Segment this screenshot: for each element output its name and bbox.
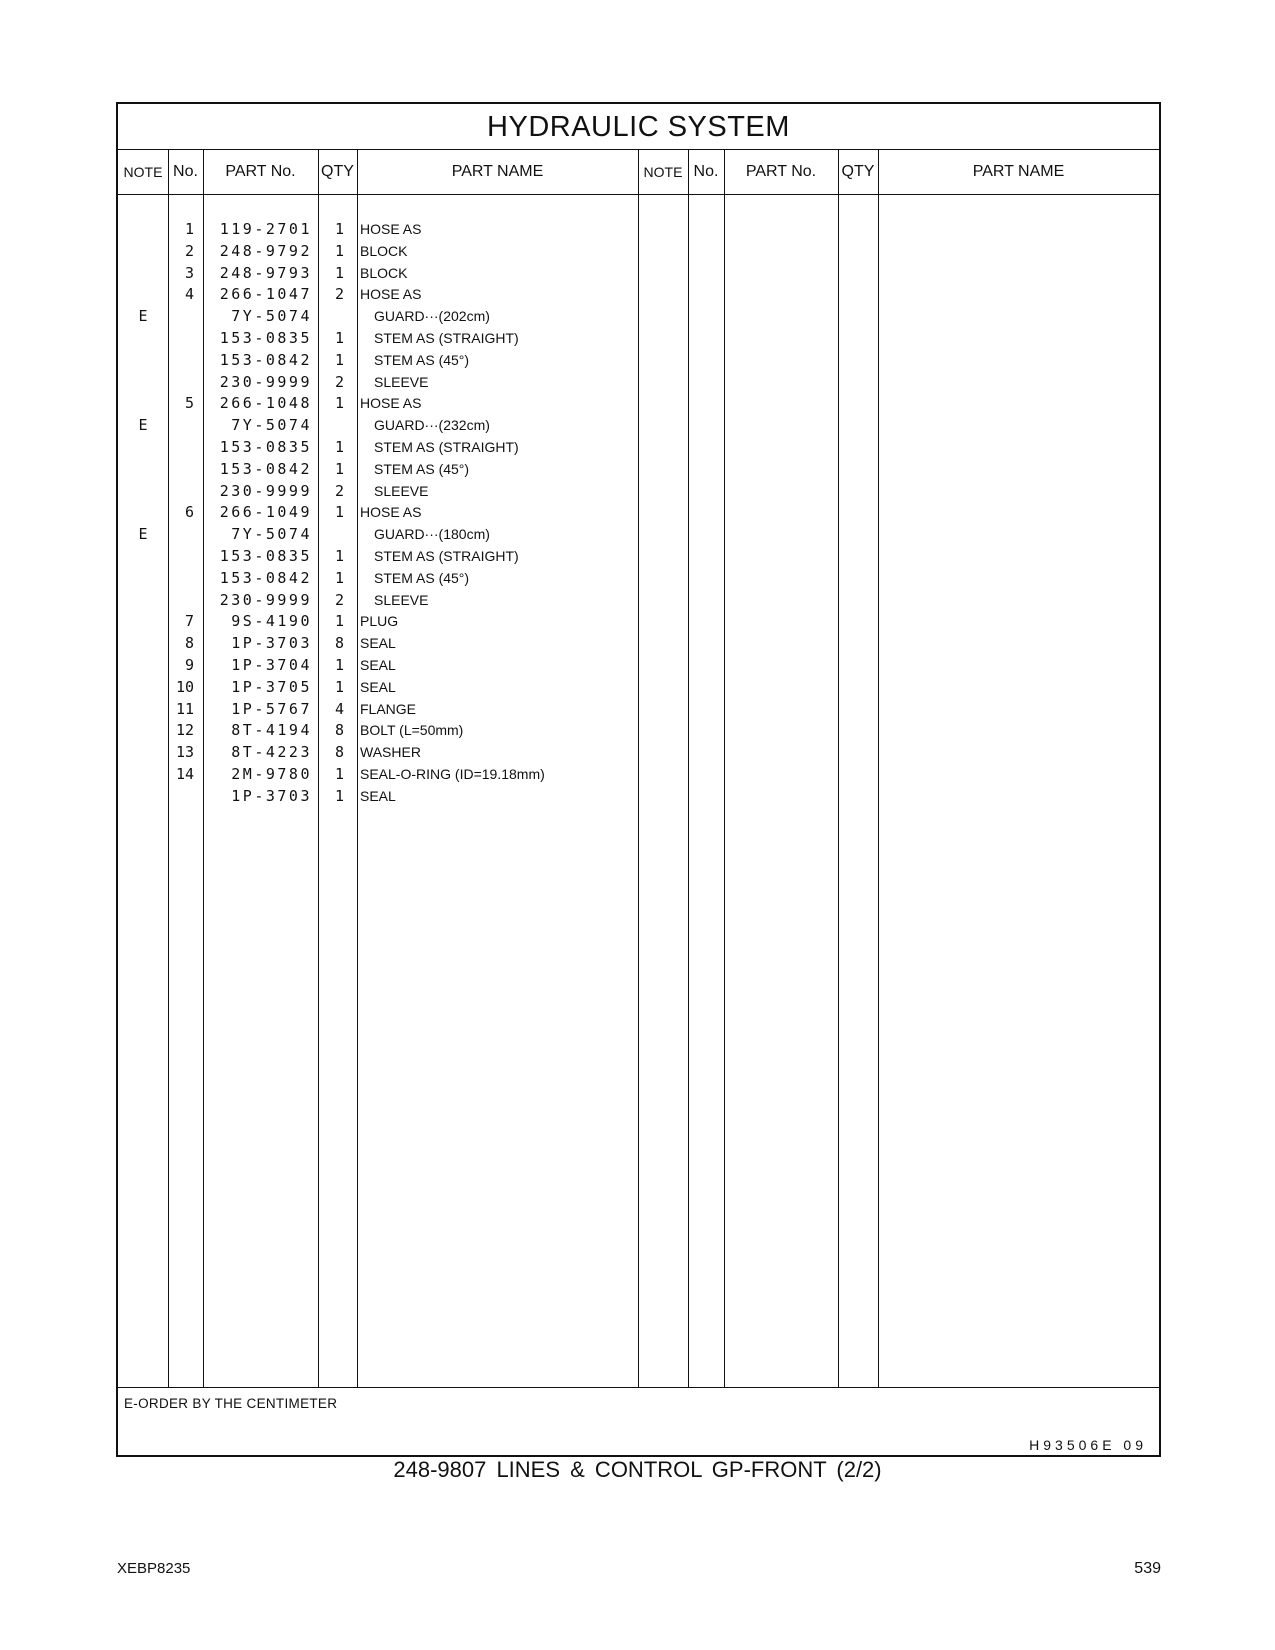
row-quantity: 1 <box>334 437 344 456</box>
row-part-number: 7Y-5074 <box>231 416 312 435</box>
row-part-number: 1P-3703 <box>231 634 312 653</box>
row-quantity: 1 <box>334 220 344 238</box>
row-part-number: 8T-4223 <box>231 743 312 762</box>
row-item-number <box>168 372 194 394</box>
row-note: E <box>138 525 148 544</box>
row-part-name: GUARD···(180cm) <box>374 526 490 543</box>
row-part-name: GUARD···(232cm) <box>374 417 490 434</box>
row-part-number: 1P-3703 <box>231 786 312 805</box>
row-item-number: 1 <box>184 220 194 238</box>
row-item-number: 12 <box>175 721 194 740</box>
row-note <box>118 328 168 350</box>
row-quantity <box>318 306 344 328</box>
header-no-left: No. <box>168 150 203 195</box>
row-part-name: SEAL <box>360 678 396 695</box>
row-quantity: 1 <box>334 568 344 587</box>
row-note <box>118 437 168 459</box>
row-item-number <box>168 786 194 808</box>
row-item-number: 7 <box>184 612 194 631</box>
row-part-name: STEM AS (45°) <box>374 569 470 586</box>
row-part-number: 153-0842 <box>219 350 312 369</box>
row-quantity: 1 <box>334 655 344 674</box>
row-note <box>118 502 168 524</box>
row-item-number: 11 <box>175 699 194 718</box>
row-quantity: 1 <box>334 786 344 805</box>
row-part-name: HOSE AS <box>360 395 422 412</box>
row-item-number <box>168 546 194 568</box>
row-quantity: 4 <box>334 699 344 718</box>
row-part-number: 1P-3705 <box>231 677 312 696</box>
row-note <box>118 481 168 503</box>
row-quantity: 8 <box>334 721 344 740</box>
row-part-name: BLOCK <box>360 242 408 259</box>
row-part-number: 9S-4190 <box>231 612 312 631</box>
row-note <box>118 764 168 786</box>
row-item-number <box>168 328 194 350</box>
row-part-number: 119-2701 <box>219 220 312 238</box>
row-item-number: 2 <box>184 241 194 260</box>
row-item-number <box>168 590 194 612</box>
row-note <box>118 241 168 263</box>
quantity-column <box>318 219 344 808</box>
row-item-number <box>168 306 194 328</box>
row-part-name: STEM AS (STRAIGHT) <box>374 547 519 564</box>
row-quantity: 1 <box>334 459 344 478</box>
column-divider <box>724 150 725 1387</box>
row-part-number: 266-1049 <box>219 503 312 522</box>
row-note <box>118 786 168 808</box>
row-note <box>118 568 168 590</box>
row-item-number <box>168 459 194 481</box>
row-item-number: 5 <box>184 394 194 413</box>
row-item-number <box>168 568 194 590</box>
row-note <box>118 372 168 394</box>
row-quantity: 1 <box>334 503 344 522</box>
row-item-number <box>168 524 194 546</box>
row-quantity: 2 <box>334 372 344 391</box>
row-part-number: 248-9792 <box>219 241 312 260</box>
row-part-number: 1P-5767 <box>231 699 312 718</box>
row-note: E <box>138 307 148 326</box>
row-note <box>118 263 168 285</box>
footnote: E-ORDER BY THE CENTIMETER <box>124 1396 338 1411</box>
row-part-name: SLEEVE <box>374 373 429 390</box>
row-item-number: 9 <box>184 655 194 674</box>
row-note <box>118 720 168 742</box>
page-number: 539 <box>1134 1560 1161 1577</box>
row-part-name: PLUG <box>360 613 399 630</box>
row-part-name: HOSE AS <box>360 286 422 303</box>
row-part-number: 266-1047 <box>219 285 312 304</box>
row-part-number: 230-9999 <box>219 481 312 500</box>
part-number-column <box>204 219 312 808</box>
row-item-number: 14 <box>175 764 194 783</box>
column-divider <box>357 150 358 1387</box>
row-part-number: 8T-4194 <box>231 721 312 740</box>
row-part-name: HOSE AS <box>360 504 422 521</box>
header-part-name-right: PART NAME <box>878 150 1159 195</box>
row-item-number: 6 <box>184 503 194 522</box>
row-note <box>118 677 168 699</box>
section-title: HYDRAULIC SYSTEM <box>118 104 1159 150</box>
row-note <box>118 742 168 764</box>
row-note <box>118 546 168 568</box>
header-no-right: No. <box>688 150 724 195</box>
row-item-number: 13 <box>175 743 194 762</box>
row-quantity: 1 <box>334 394 344 413</box>
row-quantity: 8 <box>334 743 344 762</box>
row-part-name: SEAL-O-RING (ID=19.18mm) <box>360 765 545 782</box>
parts-table-frame <box>116 102 1161 1457</box>
row-note <box>118 284 168 306</box>
row-part-number: 153-0835 <box>219 437 312 456</box>
group-caption: 248-9807 LINES & CONTROL GP-FRONT (2/2) <box>393 1457 882 1482</box>
header-part-no-left: PART No. <box>203 150 318 195</box>
row-note <box>118 590 168 612</box>
row-part-name: STEM AS (45°) <box>374 351 470 368</box>
row-note: E <box>138 416 148 435</box>
row-note <box>118 219 168 241</box>
row-quantity <box>318 415 344 437</box>
column-divider <box>878 150 879 1387</box>
row-quantity: 1 <box>334 241 344 260</box>
header-part-name-left: PART NAME <box>357 150 638 195</box>
row-part-number: 266-1048 <box>219 394 312 413</box>
row-part-number: 1P-3704 <box>231 655 312 674</box>
row-note <box>118 393 168 415</box>
row-part-name: STEM AS (STRAIGHT) <box>374 329 519 346</box>
row-quantity: 8 <box>334 634 344 653</box>
publication-number: XEBP8235 <box>117 1560 191 1577</box>
row-part-number: 153-0835 <box>219 546 312 565</box>
row-part-number: 153-0835 <box>219 328 312 347</box>
row-quantity: 2 <box>334 285 344 304</box>
row-note <box>118 655 168 677</box>
row-quantity: 1 <box>334 263 344 282</box>
row-item-number <box>168 415 194 437</box>
row-item-number: 10 <box>175 677 194 696</box>
row-item-number <box>168 481 194 503</box>
row-part-number: 230-9999 <box>219 372 312 391</box>
header-note-right: NOTE <box>638 150 688 195</box>
row-part-name: FLANGE <box>360 700 417 717</box>
row-note <box>118 633 168 655</box>
row-quantity: 1 <box>334 350 344 369</box>
row-part-name: SLEEVE <box>374 482 429 499</box>
row-part-name: BOLT (L=50mm) <box>360 722 464 739</box>
row-item-number <box>168 350 194 372</box>
row-part-name: STEM AS (STRAIGHT) <box>374 438 519 455</box>
header-qty-right: QTY <box>838 150 878 195</box>
header-note-left: NOTE <box>118 150 168 195</box>
row-item-number: 8 <box>184 634 194 653</box>
row-part-name: SEAL <box>360 656 396 673</box>
row-part-name: SEAL <box>360 787 396 804</box>
row-part-name: HOSE AS <box>360 221 422 237</box>
row-part-number: 153-0842 <box>219 568 312 587</box>
row-part-name: BLOCK <box>360 264 408 281</box>
row-part-number: 7Y-5074 <box>231 525 312 544</box>
header-qty-left: QTY <box>318 150 357 195</box>
row-quantity: 1 <box>334 328 344 347</box>
row-part-name: GUARD···(202cm) <box>374 308 490 325</box>
item-number-column <box>168 219 194 808</box>
row-item-number: 4 <box>184 285 194 304</box>
row-note <box>118 350 168 372</box>
row-quantity: 2 <box>334 481 344 500</box>
note-column <box>118 219 168 808</box>
row-quantity: 1 <box>334 764 344 783</box>
row-quantity: 1 <box>334 677 344 696</box>
row-part-name: SEAL <box>360 635 396 652</box>
row-quantity: 1 <box>334 546 344 565</box>
row-part-name: WASHER <box>360 744 421 761</box>
row-part-name: SLEEVE <box>374 591 429 608</box>
row-note <box>118 699 168 721</box>
row-part-number: 248-9793 <box>219 263 312 282</box>
row-quantity <box>318 524 344 546</box>
row-part-name: STEM AS (45°) <box>374 460 470 477</box>
row-part-number: 230-9999 <box>219 590 312 609</box>
row-part-number: 2M-9780 <box>231 764 312 783</box>
document-code: H93506E 09 <box>1029 1437 1147 1453</box>
row-note <box>118 611 168 633</box>
header-part-no-right: PART No. <box>724 150 838 195</box>
row-quantity: 2 <box>334 590 344 609</box>
column-divider <box>838 150 839 1387</box>
table-bottom-rule <box>118 1387 1159 1388</box>
row-note <box>118 459 168 481</box>
row-item-number <box>168 437 194 459</box>
row-quantity: 1 <box>334 612 344 631</box>
row-part-number: 153-0842 <box>219 459 312 478</box>
row-part-number: 7Y-5074 <box>231 307 312 326</box>
column-divider <box>688 150 689 1387</box>
row-item-number: 3 <box>184 263 194 282</box>
part-name-column <box>360 219 660 808</box>
